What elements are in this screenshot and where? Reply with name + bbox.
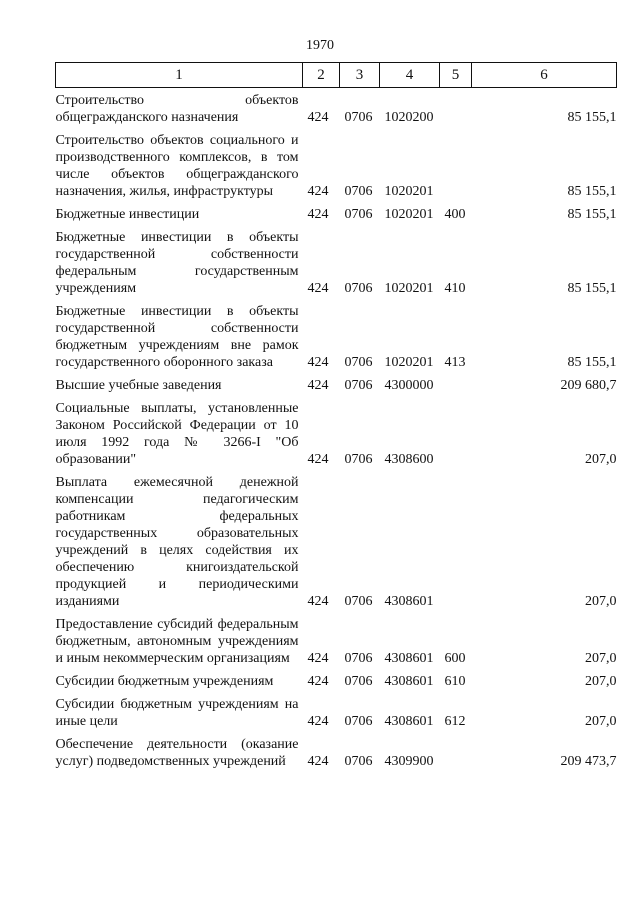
row-target-article: 1020201: [384, 281, 434, 296]
row-ministry-code: 424: [307, 207, 329, 222]
row-amount: 209 680,7: [560, 378, 617, 393]
row-name: Бюджетные инвестиции в объекты государственной собственности федеральным государственным учреждениям: [55, 230, 299, 296]
row-ministry-code: 424: [307, 594, 329, 609]
column-header-3: 3: [340, 63, 380, 88]
table-row: [56, 730, 617, 770]
row-section-code: 0706: [344, 594, 373, 609]
row-amount: 207,0: [585, 651, 617, 666]
row-target-article: 1020201: [384, 184, 434, 199]
row-section-code: 0706: [344, 674, 373, 689]
row-ministry-code: 424: [307, 754, 329, 769]
table-row: [56, 690, 617, 730]
table-row: [56, 468, 617, 610]
row-name: Субсидии бюджетным учреждениям: [55, 674, 274, 689]
row-target-article: 1020201: [384, 355, 434, 370]
table-row: [56, 200, 617, 223]
row-section-code: 0706: [344, 207, 373, 222]
row-section-code: 0706: [344, 281, 373, 296]
row-amount: 209 473,7: [560, 754, 617, 769]
column-header-6: 6: [472, 63, 617, 88]
row-ministry-code: 424: [307, 355, 329, 370]
row-section-code: 0706: [344, 110, 373, 125]
row-section-code: 0706: [344, 184, 373, 199]
row-section-code: 0706: [344, 754, 373, 769]
row-expense-type: 410: [444, 281, 466, 296]
row-expense-type: 413: [444, 355, 466, 370]
row-amount: 85 155,1: [567, 355, 617, 370]
row-section-code: 0706: [344, 378, 373, 393]
row-target-article: 1020201: [384, 207, 434, 222]
row-target-article: 4308601: [384, 594, 434, 609]
page-number: 1970: [306, 38, 334, 53]
row-ministry-code: 424: [307, 378, 329, 393]
row-amount: 207,0: [585, 674, 617, 689]
table-row: [56, 667, 617, 690]
row-expense-type: 612: [444, 714, 466, 729]
row-ministry-code: 424: [307, 110, 329, 125]
row-amount: 85 155,1: [567, 207, 617, 222]
table-row: [56, 297, 617, 371]
row-name: Предоставление субсидий федеральным бюджетным, автономным учреждениям и иным некоммерческим организациям: [55, 617, 299, 666]
row-ministry-code: 424: [307, 714, 329, 729]
table-row: [56, 223, 617, 297]
column-header-1: 1: [56, 63, 303, 88]
row-section-code: 0706: [344, 452, 373, 467]
row-name: Бюджетные инвестиции: [55, 207, 200, 222]
row-ministry-code: 424: [307, 452, 329, 467]
row-ministry-code: 424: [307, 281, 329, 296]
budget-table: [55, 62, 617, 770]
row-expense-type: [440, 394, 472, 468]
row-section-code: 0706: [344, 651, 373, 666]
row-name: Высшие учебные заведения: [55, 378, 222, 393]
row-target-article: 1020200: [384, 110, 434, 125]
row-name: Бюджетные инвестиции в объекты государственной собственности бюджетным учреждениям вне рамок государственного оборонного заказа: [55, 304, 299, 370]
row-name: Субсидии бюджетным учреждениям на иные цели: [55, 697, 299, 729]
row-name: Выплата ежемесячной денежной компенсации педагогическим работникам федеральных государственных образовательных учреждений в целях содействия их обеспечению книгоиздательской продукцией и периодическими изданиями: [55, 475, 299, 609]
row-target-article: 4308601: [384, 674, 434, 689]
column-header-5: 5: [440, 63, 472, 88]
row-amount: 207,0: [585, 452, 617, 467]
row-amount: 85 155,1: [567, 110, 617, 125]
row-expense-type: 400: [444, 207, 466, 222]
table-row: [56, 610, 617, 667]
row-target-article: 4309900: [384, 754, 434, 769]
row-amount: 85 155,1: [567, 184, 617, 199]
row-name: Строительство объектов социального и производственного комплексов, в том числе объектов общегражданского назначения, жилья, инфраструктуры: [55, 133, 299, 199]
column-header-2: 2: [303, 63, 340, 88]
row-target-article: 4308600: [384, 452, 434, 467]
row-expense-type: 600: [444, 651, 466, 666]
table-row: [56, 394, 617, 468]
row-expense-type: [440, 371, 472, 394]
row-section-code: 0706: [344, 355, 373, 370]
table-row: [56, 88, 617, 127]
row-ministry-code: 424: [307, 674, 329, 689]
row-expense-type: 610: [444, 674, 466, 689]
row-target-article: 4300000: [384, 378, 434, 393]
row-name: Обеспечение деятельности (оказание услуг) подведомственных учреждений: [55, 737, 299, 769]
table-body: [56, 88, 617, 771]
row-expense-type: [440, 126, 472, 200]
row-target-article: 4308601: [384, 714, 434, 729]
column-header-4: 4: [380, 63, 440, 88]
row-name: Социальные выплаты, установленные Законом Российской Федерации от 10 июля 1992 года № 3266-I "Об образовании": [55, 401, 299, 467]
table-row: [56, 126, 617, 200]
table-header: [56, 63, 617, 88]
row-expense-type: [440, 468, 472, 610]
row-section-code: 0706: [344, 714, 373, 729]
row-amount: 207,0: [585, 594, 617, 609]
row-ministry-code: 424: [307, 651, 329, 666]
row-name: Строительство объектов общегражданского назначения: [55, 93, 299, 125]
row-expense-type: [440, 730, 472, 770]
row-target-article: 4308601: [384, 651, 434, 666]
row-expense-type: [440, 88, 472, 127]
row-amount: 85 155,1: [567, 281, 617, 296]
row-ministry-code: 424: [307, 184, 329, 199]
row-amount: 207,0: [585, 714, 617, 729]
table-row: [56, 371, 617, 394]
